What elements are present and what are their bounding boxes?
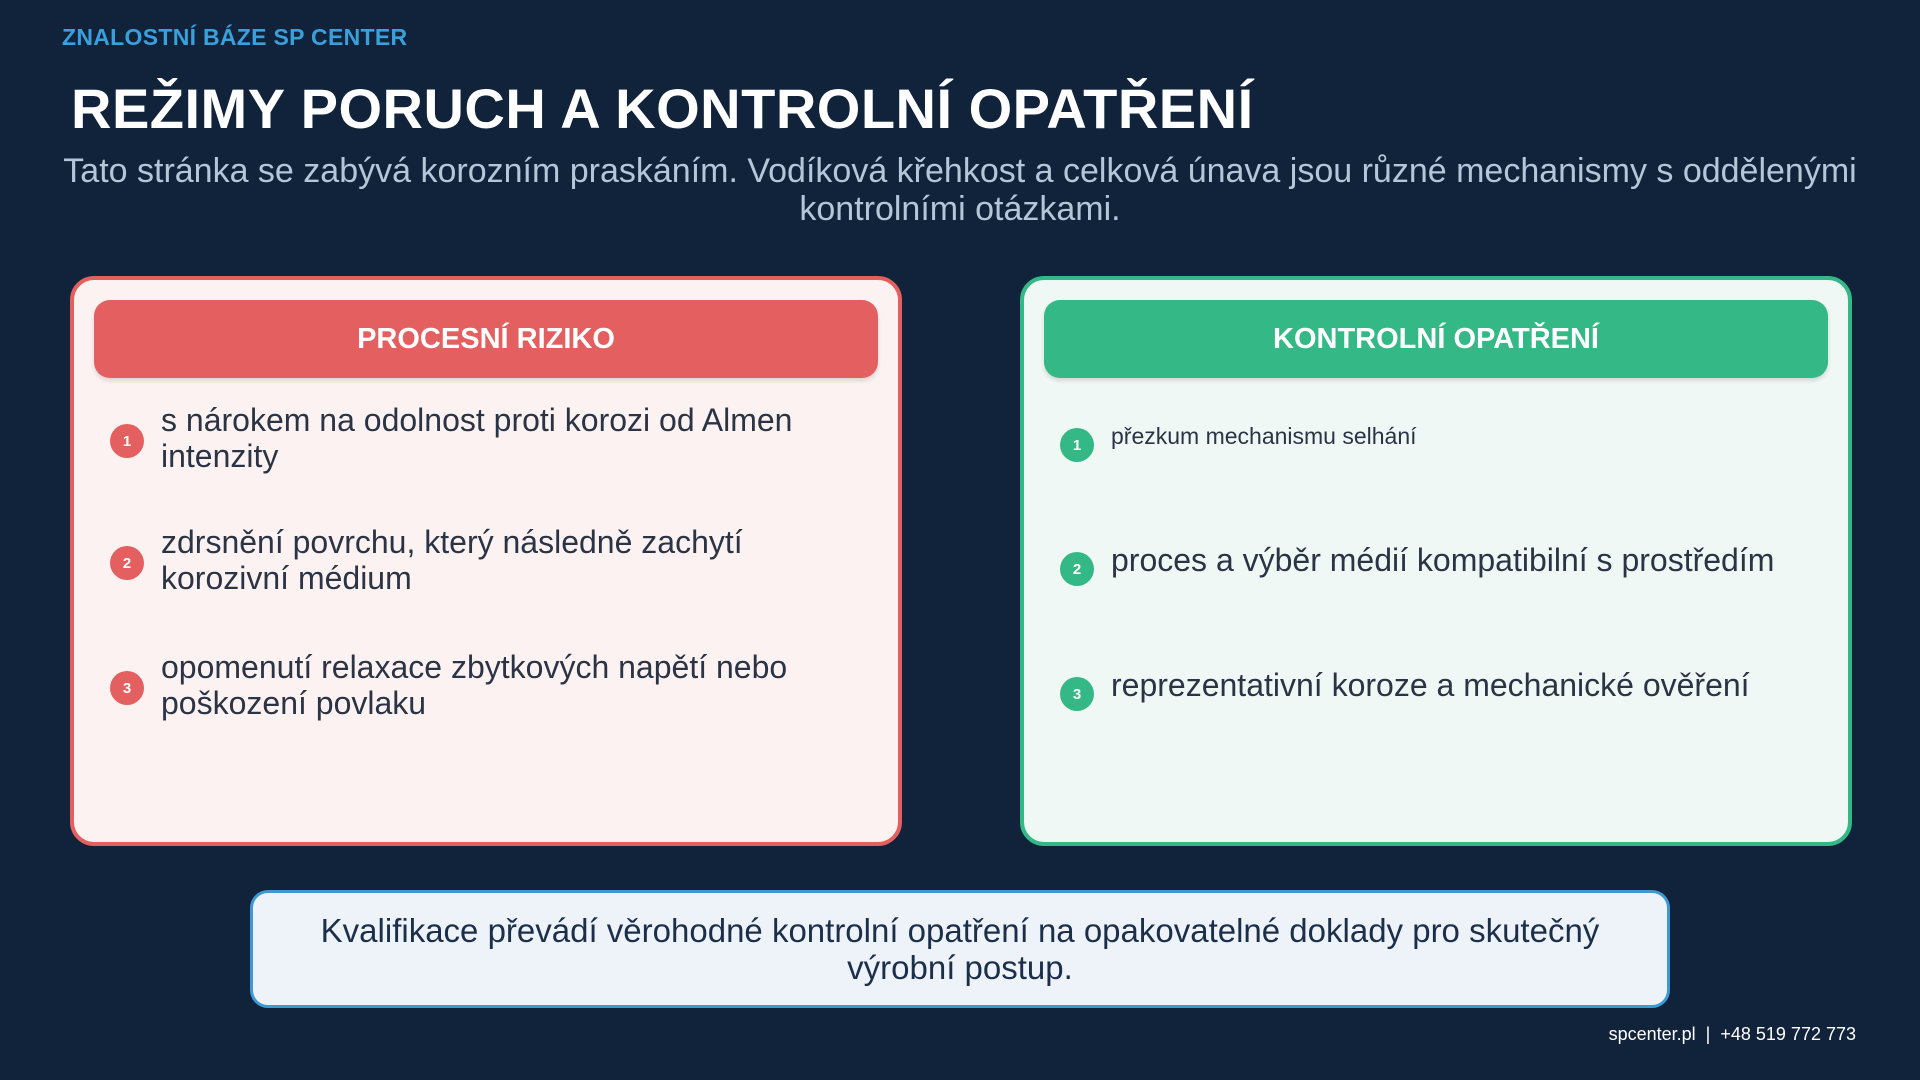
risk-panel-title: PROCESNÍ RIZIKO: [94, 300, 878, 378]
control-item-text: proces a výběr médií kompatibilní s prostředím: [1111, 542, 1775, 578]
number-badge: 3: [1060, 677, 1094, 711]
control-item-text: reprezentativní koroze a mechanické ověření: [1111, 667, 1750, 703]
website-link[interactable]: spcenter.pl: [1608, 1024, 1696, 1044]
control-panel: [1020, 276, 1852, 846]
number-badge: 2: [110, 546, 144, 580]
phone-number[interactable]: +48 519 772 773: [1720, 1024, 1856, 1044]
risk-item-text: s nárokem na odolnost proti korozi od Almen intenzity: [161, 402, 793, 474]
page-title: REŽIMY PORUCH A KONTROLNÍ OPATŘENÍ: [71, 77, 1254, 140]
note-text: Kvalifikace převádí věrohodné kontrolní opatření na opakovatelné doklady pro skutečný výrobní postup.: [320, 912, 1600, 986]
page-subtitle: Tato stránka se zabývá korozním praskáním. Vodíková křehkost a celková únava jsou různé mechanismy s oddělenými kontrolními otázkami.: [63, 152, 1857, 228]
footer-contact: [1609, 1024, 1856, 1045]
control-panel-title: KONTROLNÍ OPATŘENÍ: [1044, 300, 1828, 378]
footer-separator: |: [1705, 1024, 1711, 1044]
risk-panel: [70, 276, 902, 846]
risk-item-text: opomenutí relaxace zbytkových napětí nebo poškození povlaku: [161, 649, 788, 721]
qualification-note: [250, 890, 1670, 1008]
number-badge: 1: [110, 424, 144, 458]
brand-kicker: ZNALOSTNÍ BÁZE SP CENTER: [62, 24, 408, 50]
number-badge: 2: [1060, 552, 1094, 586]
number-badge: 3: [110, 671, 144, 705]
risk-item-text: zdrsnění povrchu, který následně zachytí korozivní médium: [161, 524, 743, 596]
control-item-text: přezkum mechanismu selhání: [1111, 423, 1417, 449]
number-badge: 1: [1060, 428, 1094, 462]
